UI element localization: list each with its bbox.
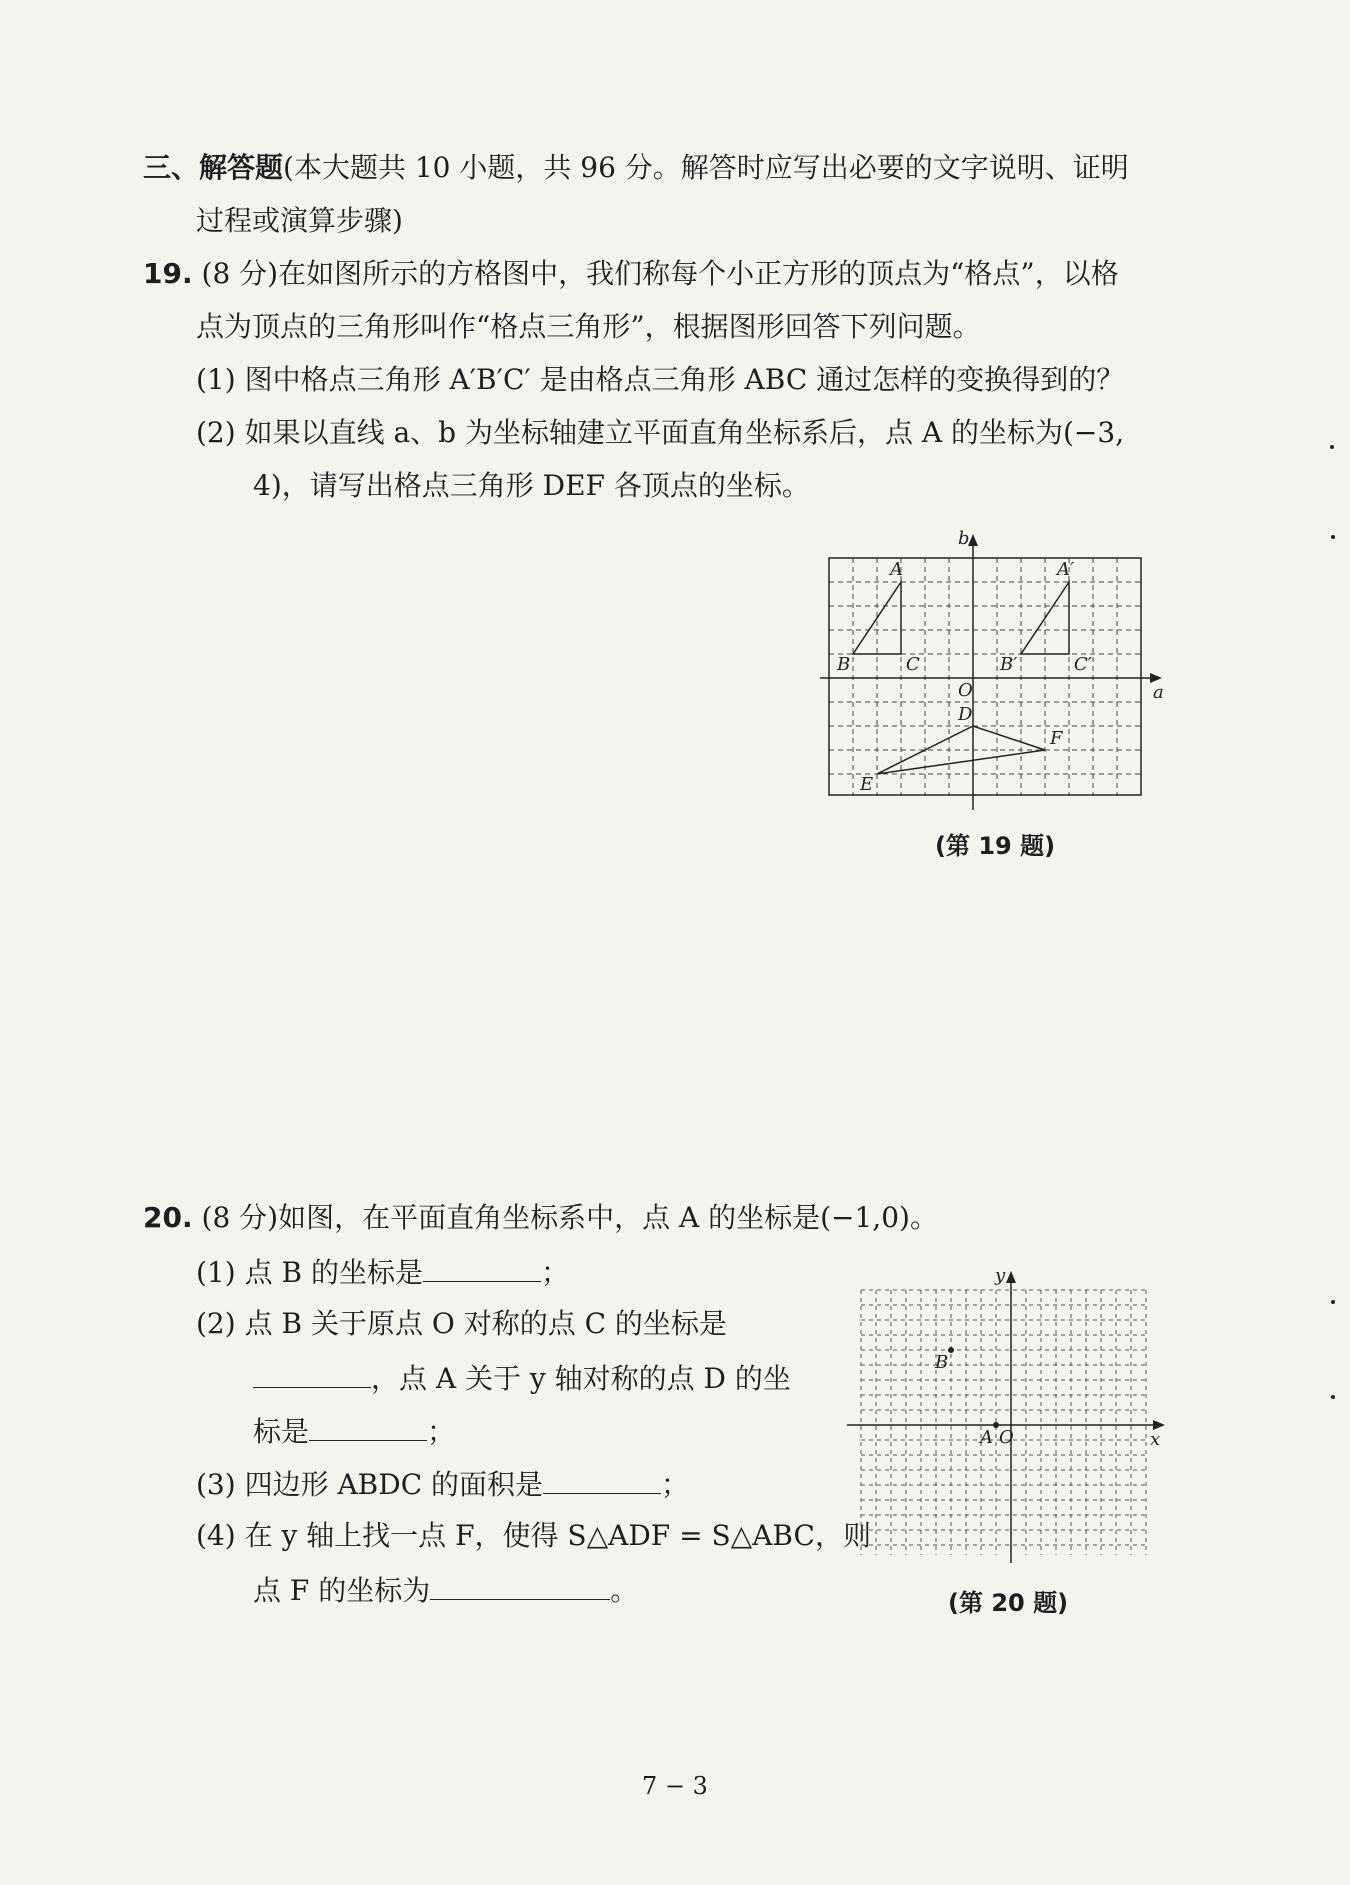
- q20-part2: (2) 点 B 关于原点 O 对称的点 C 的坐标是: [196, 1307, 727, 1340]
- q19-number: 19.: [143, 257, 193, 290]
- q20-number: 20.: [143, 1201, 193, 1234]
- q20-part1-text: (1) 点 B 的坐标是: [196, 1256, 423, 1289]
- q20-part4-text: 点 F 的坐标为: [253, 1574, 431, 1607]
- q20-part1: [196, 1253, 569, 1291]
- q20-part3: [196, 1465, 689, 1503]
- q20-label-B: B: [935, 1352, 949, 1373]
- q20-part4: (4) 在 y 轴上找一点 F，使得 S△ADF = S△ABC，则: [196, 1519, 871, 1552]
- q19-label-D: D: [958, 704, 973, 725]
- q20-line1: [143, 1200, 938, 1236]
- q19-part1: (1) 图中格点三角形 A′B′C′ 是由格点三角形 ABC 通过怎样的变换得到的？: [196, 363, 1125, 396]
- q19-line2: 点为顶点的三角形叫作“格点三角形”，根据图形回答下列问题。: [196, 310, 981, 343]
- q19-part2-cont: 4)，请写出格点三角形 DEF 各顶点的坐标。: [253, 469, 810, 502]
- q20-axis-x-label: x: [1150, 1429, 1161, 1450]
- q19-grid: [829, 558, 1141, 795]
- q20-grid: [861, 1290, 1146, 1555]
- q19-label-B1: B′: [1000, 654, 1018, 675]
- edge-mark: [1330, 445, 1334, 449]
- q19-label-F: F: [1050, 728, 1063, 749]
- q19-figure: [810, 520, 1190, 810]
- q20-part3-blank[interactable]: [543, 1465, 661, 1494]
- q19-label-A: A: [890, 559, 903, 580]
- q19-border: [829, 558, 1141, 795]
- q20-part2-blank-D[interactable]: [309, 1412, 427, 1441]
- q20-axis-y-label: y: [995, 1265, 1006, 1286]
- q19-label-B: B: [837, 654, 851, 675]
- q19-line1: [143, 256, 1119, 292]
- q20-point-A: [993, 1422, 999, 1428]
- q20-part3-text: (3) 四边形 ABDC 的面积是: [196, 1468, 544, 1501]
- section-title: 三、解答题: [143, 151, 284, 184]
- q20-part2-text3: 标是: [253, 1415, 310, 1448]
- q20-part4-cont: [253, 1571, 638, 1609]
- q20-part4-blank[interactable]: [430, 1571, 610, 1600]
- section-note: (本大题共 10 小题，共 96 分。解答时应写出必要的文字说明、证明: [283, 151, 1129, 184]
- q20-part2-cont: [253, 1359, 791, 1397]
- section-note-cont: 过程或演算步骤): [196, 204, 403, 237]
- edge-mark: [1331, 1395, 1335, 1399]
- section-header: [143, 150, 1129, 186]
- q20-part4-end: 。: [610, 1574, 639, 1607]
- q20-part3-end: ；: [661, 1468, 690, 1501]
- q20-part2-end: ；: [427, 1415, 456, 1448]
- page-number: 7 − 3: [642, 1772, 708, 1800]
- q20-part2-text2: ，点 A 关于 y 轴对称的点 D 的坐: [371, 1362, 791, 1395]
- q19-axis-b-label: b: [958, 528, 970, 549]
- q20-figure: [845, 1265, 1175, 1565]
- q20-point-B: [948, 1347, 954, 1353]
- q20-part2-cont2: [253, 1412, 455, 1450]
- q19-label-C1: C′: [1074, 654, 1092, 675]
- q19-axis-a-label: a: [1153, 682, 1164, 703]
- q19-part2: (2) 如果以直线 a、b 为坐标轴建立平面直角坐标系后，点 A 的坐标为(−3,: [196, 416, 1125, 449]
- q20-part1-blank[interactable]: [423, 1253, 541, 1282]
- edge-mark: [1331, 535, 1335, 539]
- q19-label-C: C: [906, 654, 920, 675]
- q20-label-A: A: [980, 1427, 993, 1448]
- q19-origin-label: O: [958, 680, 973, 701]
- q19-label-A1: A′: [1057, 559, 1075, 580]
- edge-mark: [1331, 1300, 1335, 1304]
- q19-label-E: E: [860, 774, 874, 795]
- q19-stem: (8 分)在如图所示的方格图中，我们称每个小正方形的顶点为“格点”，以格: [201, 257, 1119, 290]
- q20-part2-blank-C[interactable]: [253, 1359, 371, 1388]
- q20-caption: (第 20 题): [948, 1589, 1069, 1617]
- q20-part1-end: ；: [540, 1256, 569, 1289]
- q19-caption: (第 19 题): [935, 832, 1056, 860]
- q20-origin-label: O: [999, 1427, 1014, 1448]
- q20-stem: (8 分)如图，在平面直角坐标系中，点 A 的坐标是(−1,0)。: [201, 1201, 938, 1234]
